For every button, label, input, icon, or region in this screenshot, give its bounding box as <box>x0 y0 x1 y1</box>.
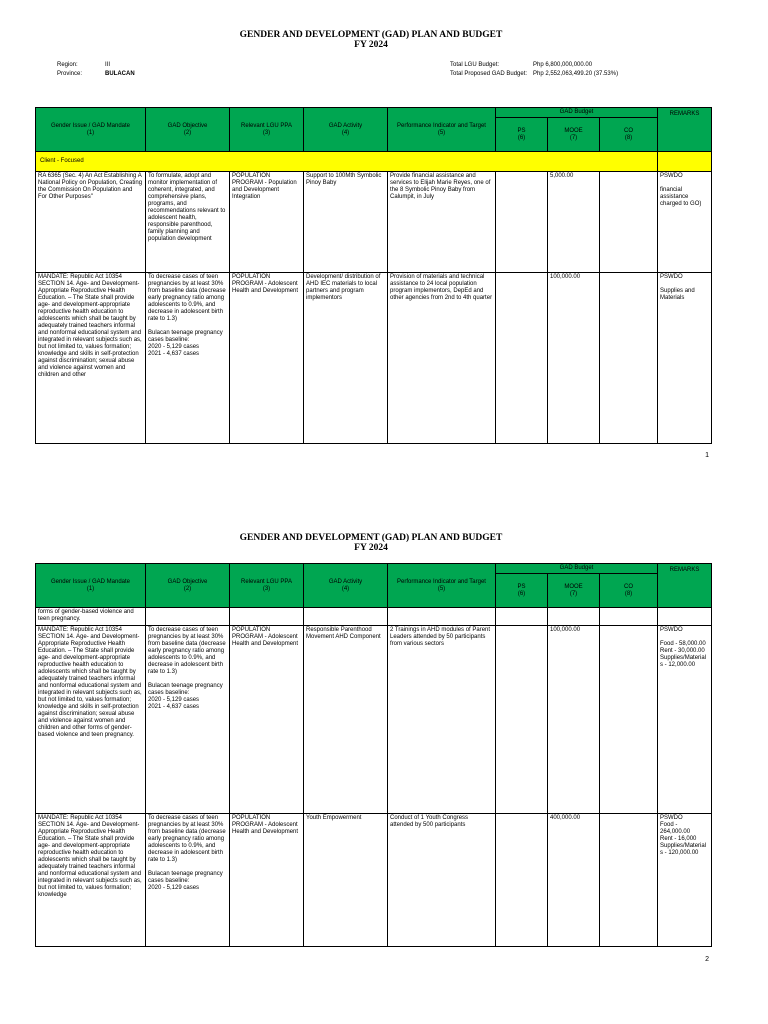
gad-plan-table <box>35 563 712 947</box>
region-label: Region: <box>57 62 78 68</box>
col-header-mooe: MOOE (7) <box>548 574 600 608</box>
category-remarks-cell <box>658 152 712 172</box>
col-header-activity: GAD Activity (4) <box>304 108 388 152</box>
cell-activity <box>304 608 388 626</box>
cell-indicator <box>388 608 496 626</box>
cell-mooe <box>548 608 600 626</box>
cell-ppa: POPULATION PROGRAM - Adolescent Health and Development <box>230 626 304 814</box>
cell-co <box>600 814 658 947</box>
document-page-1 <box>0 0 768 505</box>
cell-mooe: 400,000.00 <box>548 814 600 947</box>
cell-remarks <box>658 608 712 626</box>
cell-mandate: MANDATE: Republic Act 10354 SECTION 14. Age- and Development-Appropriate Reproductive Health Education. – The State shall provide age- and development-appropriate reproductive health education to adolescents which shall be taught by adequately trained teachers informal and nonformal educational system and integrated in relevant subjects such as, but not limited to, values formation; knowledge and skills in self-protection against discrimination; sexual abuse and violence against women and children and other forms of gender-based violence and teen pregnancy. <box>36 626 146 814</box>
cell-ppa: POPULATION PROGRAM - Population and Development Integration <box>230 172 304 273</box>
cell-mooe: 5,000.00 <box>548 172 600 273</box>
province-value: BULACAN <box>105 71 135 77</box>
cell-mandate: forms of gender-based violence and teen pregnancy. <box>36 608 146 626</box>
cell-activity: Support to 100Mth Symbolic Pinoy Baby <box>304 172 388 273</box>
table-row <box>36 273 712 444</box>
lgu-budget-value: Php 6,800,000,000.00 <box>533 62 593 68</box>
cell-remarks: PSWDO Food - 264,000.00 Rent - 16,000 Supplies/Materials - 120,000.00 <box>658 814 712 947</box>
cell-remarks: PSWDO financial assistance charged to GO) <box>658 172 712 273</box>
col-header-remarks: REMARKS <box>658 564 712 608</box>
cell-mooe: 100,000.00 <box>548 273 600 444</box>
col-header-ppa: Relevant LGU PPA (3) <box>230 564 304 608</box>
cell-activity: Development/ distribution of AHD IEC materials to local partners and program implementors <box>304 273 388 444</box>
cell-ppa: POPULATION PROGRAM - Adolescent Health and Development <box>230 814 304 947</box>
province-label: Province: <box>57 71 83 77</box>
cell-ps <box>496 273 548 444</box>
cell-mandate: MANDATE: Republic Act 10354 SECTION 14. Age- and Development-Appropriate Reproductive Health Education. – The State shall provide age- and development-appropriate reproductive health education to adolescents which shall be taught by adequately trained teachers informal and nonformal educational system and integrated in relevant subjects such as, but not limited to, values formation; knowledge and skills in self-protection against discrimination; sexual abuse and violence against women and children and other <box>36 273 146 444</box>
col-header-objective: GAD Objective (2) <box>146 564 230 608</box>
col-header-remarks: REMARKS <box>658 108 712 152</box>
gad-budget-value: Php 2,552,063,499.20 (37.53%) <box>533 71 619 77</box>
cell-activity: Youth Empowerment <box>304 814 388 947</box>
cell-indicator: 2 Trainings in AHD modules of Parent Leaders attended by 50 participants from various sectors <box>388 626 496 814</box>
page-title: GENDER AND DEVELOPMENT (GAD) PLAN AND BUDGET <box>239 533 503 543</box>
lgu-budget-label: Total LGU Budget: <box>450 62 500 68</box>
cell-ps <box>496 608 548 626</box>
cell-co <box>600 626 658 814</box>
col-header-activity: GAD Activity (4) <box>304 564 388 608</box>
cell-indicator: Conduct of 1 Youth Congress attended by 500 participants <box>388 814 496 947</box>
cell-objective: To decrease cases of teen pregnancies by at least 30% from baseline data (decrease early pregnancy ratio among adolescents to 0.9%, and decrease in adolescent birth rate to 1.3) Bulacan teenage pregnancy cases baseline: 2020 - 5,129 cases 2021 - 4,637 cases <box>146 626 230 814</box>
col-header-objective: GAD Objective (2) <box>146 108 230 152</box>
page-subtitle: FY 2024 <box>354 40 388 50</box>
col-header-budget: GAD Budget <box>496 564 658 574</box>
col-header-mooe: MOOE (7) <box>548 118 600 152</box>
cell-ps <box>496 626 548 814</box>
col-header-co: CO (8) <box>600 118 658 152</box>
col-header-ps: PS (6) <box>496 118 548 152</box>
category-client-focused: Client - Focused <box>36 152 658 172</box>
cell-co <box>600 172 658 273</box>
col-header-ps: PS (6) <box>496 574 548 608</box>
col-header-indicator: Performance Indicator and Target (5) <box>388 564 496 608</box>
cell-indicator: Provision of materials and technical assistance to 24 local population program implementors, DepEd and other agencies from 2nd to 4th quarter <box>388 273 496 444</box>
cell-mandate: RA 6365 (Sec. 4) An Act Establishing A National Policy on Population, Creating the Commission On Population and For Other Purposes" <box>36 172 146 273</box>
col-header-ppa: Relevant LGU PPA (3) <box>230 108 304 152</box>
col-header-mandate: Gender Issue / GAD Mandate (1) <box>36 108 146 152</box>
table-row <box>36 626 712 814</box>
region-value: III <box>105 62 111 68</box>
document-page-2 <box>0 505 768 1024</box>
cell-objective: To decrease cases of teen pregnancies by at least 30% from baseline data (decrease early pregnancy ratio among adolescents to 0.9%, and decrease in adolescent birth rate to 1.3) Bulacan teenage pregnancy cases baseline: 2020 - 5,129 cases <box>146 814 230 947</box>
cell-ppa <box>230 608 304 626</box>
cell-objective <box>146 608 230 626</box>
cell-mandate: MANDATE: Republic Act 10354 SECTION 14. Age- and Development-Appropriate Reproductive Health Education. – The State shall provide age- and development-appropriate reproductive health education to adolescents which shall be taught by adequately trained teachers informal and nonformal educational system and integrated in relevant subjects such as, but not limited to, values formation; knowledge <box>36 814 146 947</box>
cell-objective: To decrease cases of teen pregnancies by at least 30% from baseline data (decrease early pregnancy ratio among adolescents to 0.9%, and decrease in adolescent birth rate to 1.3) Bulacan teenage pregnancy cases baseline: 2020 - 5,129 cases 2021 - 4,637 cases <box>146 273 230 444</box>
gad-plan-table <box>35 107 712 444</box>
cell-co <box>600 608 658 626</box>
page-subtitle: FY 2024 <box>354 543 388 553</box>
col-header-co: CO (8) <box>600 574 658 608</box>
table-row <box>36 172 712 273</box>
page-number: 1 <box>705 452 709 459</box>
gad-budget-label: Total Proposed GAD Budget: <box>450 71 528 77</box>
cell-ps <box>496 814 548 947</box>
col-header-budget: GAD Budget <box>496 108 658 118</box>
page-title: GENDER AND DEVELOPMENT (GAD) PLAN AND BUDGET <box>239 30 503 40</box>
cell-remarks: PSWDO Food - 58,000.00 Rent - 30,000.00 Supplies/Materials - 12,000.00 <box>658 626 712 814</box>
col-header-indicator: Performance Indicator and Target (5) <box>388 108 496 152</box>
cell-activity: Responsible Parenthood Movement AHD Component <box>304 626 388 814</box>
cell-ps <box>496 172 548 273</box>
cell-co <box>600 273 658 444</box>
cell-objective: To formulate, adopt and monitor implementation of coherent, integrated, and comprehensive plans, programs, and recommendations relevant to adolescent health, responsible parenthood, family planning and population development <box>146 172 230 273</box>
page-number: 2 <box>705 956 709 963</box>
cell-indicator: Provide financial assistance and services to Elijah Marie Reyes, one of the 8 Symbolic Pinoy Baby from Calumpit, in July <box>388 172 496 273</box>
table-row <box>36 608 712 626</box>
cell-mooe: 100,000.00 <box>548 626 600 814</box>
col-header-mandate: Gender Issue / GAD Mandate (1) <box>36 564 146 608</box>
cell-remarks: PSWDO Supplies and Materials <box>658 273 712 444</box>
table-row <box>36 814 712 947</box>
cell-ppa: POPULATION PROGRAM - Adolescent Health and Development <box>230 273 304 444</box>
